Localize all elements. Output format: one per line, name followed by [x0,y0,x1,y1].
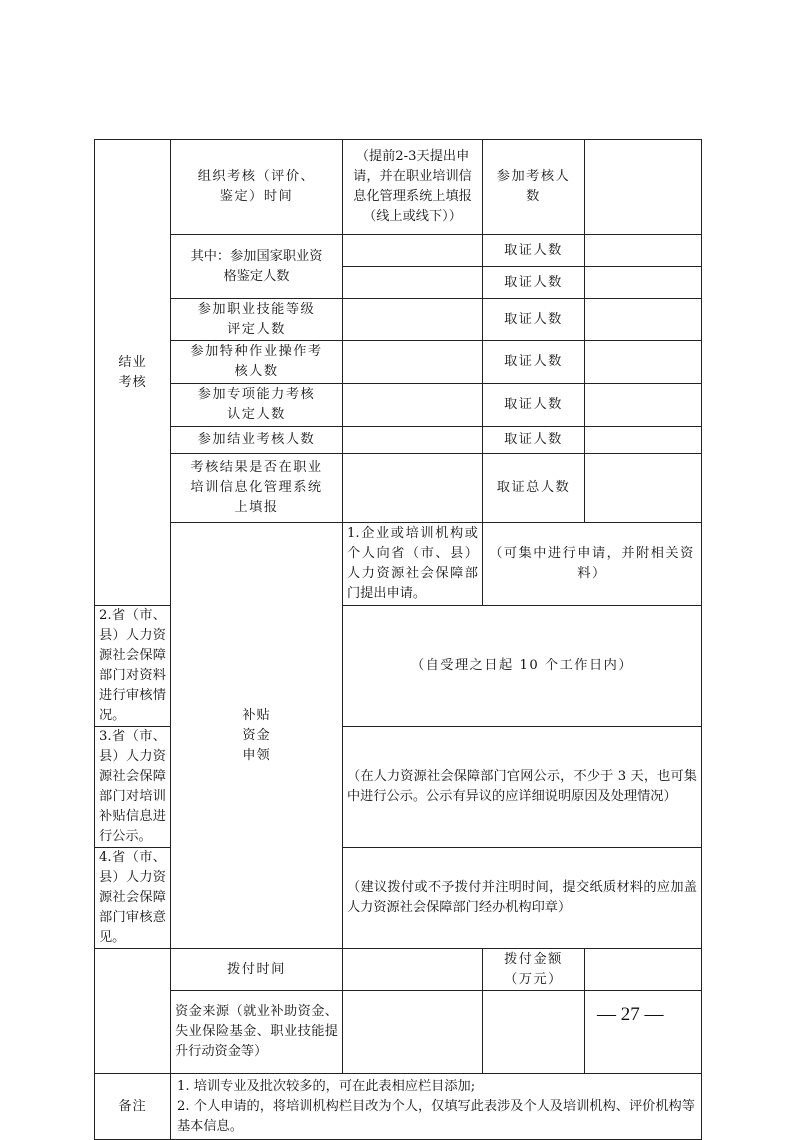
completion-label: 参加结业考核人数 [171,427,343,454]
completion-value[interactable] [343,427,483,454]
certified-label-national-b: 取证人数 [483,267,585,299]
subsidy-step1-label: 1.企业或培训机构或个人向省（市、县）人力资源社会保障部门提出申请。 [343,523,483,606]
payment-time-label: 拨付时间 [171,949,343,991]
payment-amount-value[interactable] [585,949,702,991]
certified-label-special-ops: 取证人数 [483,341,585,384]
section-subsidy: 补贴 资金 申领 [171,523,343,949]
subsidy-step1-note[interactable]: （可集中进行申请，并附相关资料） [483,523,702,606]
page-number: — 27 — [597,1004,664,1025]
remarks-line-1: 1. 培训专业及批次较多的，可在此表相应栏目添加; [177,1078,476,1094]
section-assessment: 结业 考核 [95,140,171,606]
section-remarks: 备注 [95,1074,171,1140]
national-cert-value-a[interactable] [343,235,483,267]
special-ability-value[interactable] [343,384,483,427]
certified-value-special-ability[interactable] [585,384,702,427]
result-reported-value[interactable] [343,454,483,523]
special-ability-label: 参加专项能力考核 认定人数 [171,384,343,427]
certified-label-skill: 取证人数 [483,299,585,341]
certified-label-completion: 取证人数 [483,427,585,454]
subsidy-step3-label: 3.省（市、县）人力资源社会保障部门对培训补贴信息进行公示。 [95,727,171,848]
fund-source-value-b[interactable] [483,991,585,1074]
remarks-line-2: 2. 个人申请的，将培训机构栏目改为个人，仅填写此表涉及个人及培训机构、评价机构等基本信息。 [177,1098,695,1134]
skill-level-value[interactable] [343,299,483,341]
subsidy-step4-label: 4.省（市、县）人力资源社会保障部门审核意见。 [95,848,171,949]
certified-label-special-ability: 取证人数 [483,384,585,427]
certified-value-completion[interactable] [585,427,702,454]
fund-source-value-a[interactable] [343,991,483,1074]
certified-label-national-a: 取证人数 [483,235,585,267]
organize-time-label: 组织考核（评价、 鉴定）时间 [171,140,343,235]
subsidy-application-form [94,139,702,1140]
skill-level-label: 参加职业技能等级 评定人数 [171,299,343,341]
organize-time-note[interactable]: （提前2-3天提出申 请，并在职业培训信 息化管理系统上填报 （线上或线下）） [343,140,483,235]
fund-source-label: 资金来源（就业补助资金、失业保险基金、职业技能提升行动资金等） [171,991,343,1074]
subsidy-step3-note[interactable]: （在人力资源社会保障部门官网公示，不少于 3 天，也可集中进行公示。公示有异议的应详细说明原因及处理情况） [343,727,702,848]
certified-value-skill[interactable] [585,299,702,341]
certified-total-value[interactable] [585,454,702,523]
special-ops-label: 参加特种作业操作考 核人数 [171,341,343,384]
special-ops-value[interactable] [343,341,483,384]
national-cert-value-b[interactable] [343,267,483,299]
payment-time-value[interactable] [343,949,483,991]
remarks-content [171,1074,702,1140]
section-payment [95,949,171,1074]
certified-value-national-b[interactable] [585,267,702,299]
subsidy-step2-note[interactable]: （自受理之日起 10 个工作日内） [343,606,702,727]
certified-value-special-ops[interactable] [585,341,702,384]
subsidy-step4-note[interactable]: （建议拨付或不予拨付并注明时间，提交纸质材料的应加盖人力资源社会保障部门经办机构印章） [343,848,702,949]
participants-label: 参加考核人 数 [483,140,585,235]
certified-total-label: 取证总人数 [483,454,585,523]
result-reported-label: 考核结果是否在职业 培训信息化管理系统 上填报 [171,454,343,523]
fund-source-value-c[interactable] [585,991,702,1074]
payment-amount-label: 拨付金额 （万元） [483,949,585,991]
participants-value[interactable] [585,140,702,235]
subsidy-step2-label: 2.省（市、县）人力资源社会保障部门对资料进行审核情况。 [95,606,171,727]
national-cert-label: 其中：参加国家职业资 格鉴定人数 [171,235,343,299]
certified-value-national-a[interactable] [585,235,702,267]
